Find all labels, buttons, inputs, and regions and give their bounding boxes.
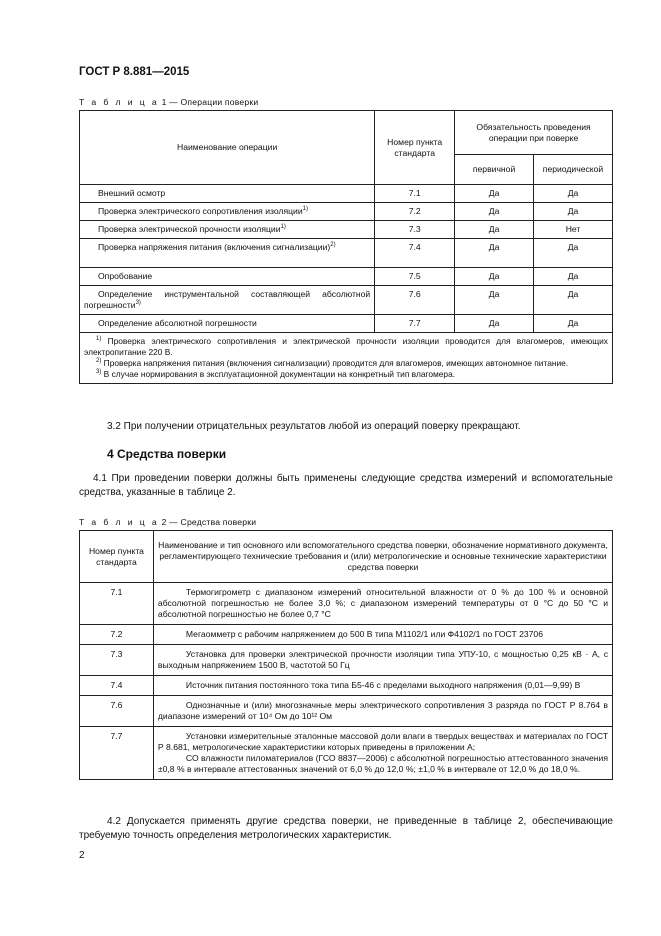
paragraph-3-2: 3.2 При получении отрицательных результатов любой из операций поверку прекращают.	[107, 421, 521, 432]
item-number-cell: 7.6	[80, 696, 154, 727]
description-line: Установка для проверки электрической прочности изоляции типа УПУ-10, с мощностью 0,25 кВ · А, с выходным напряжением 1500 В, частотой 50 Гц	[157, 649, 608, 670]
primary-cell: Да	[455, 315, 534, 333]
item-number-cell: 7.3	[80, 645, 154, 676]
description-line: Источник питания постоянного тока типа Б5-46 с пределами выходного напряжения (0,01—9,99) В	[185, 680, 581, 690]
periodic-cell: Нет	[534, 221, 613, 239]
item-number-cell: 7.4	[375, 239, 455, 268]
primary-cell: Да	[455, 221, 534, 239]
operations-table	[79, 110, 613, 384]
table2-caption-prefix: Т а б л и ц а	[79, 517, 159, 527]
item-number-cell: 7.5	[375, 268, 455, 286]
primary-cell: Да	[455, 239, 534, 268]
table1-note: $^{2)}$ Проверка напряжения питания (включения сигнализации) проводится для влагомеров, имеющих автономное питание.	[96, 358, 569, 368]
item-number-cell: 7.3	[375, 221, 455, 239]
description-cell	[153, 696, 612, 727]
description-cell	[153, 676, 612, 696]
operation-cell: Проверка напряжения питания (включения сигнализации)$^{2)}$	[80, 239, 375, 268]
table2-caption-text: 2 — Средства поверки	[161, 517, 257, 527]
operation-cell: Определение абсолютной погрешности	[80, 315, 375, 333]
paragraph-4-2: 4.2 Допускается применять другие средства поверки, не приведенные в таблице 2, обеспечивающие требуемую точность определения метрологических характеристик.	[79, 816, 613, 841]
periodic-cell: Да	[534, 239, 613, 268]
table1-notes	[80, 333, 613, 384]
page-number: 2	[79, 850, 85, 861]
item-number-cell: 7.7	[375, 315, 455, 333]
operation-cell: Проверка электрического сопротивления изоляции$^{1)}$	[80, 203, 375, 221]
description-line: Термогигрометр с диапазоном измерений относительной влажности от 0 % до 100 % и основной абсолютной погрешностью не более 3,0 %; с диапазоном измерений температуры от 0 °С до 50 °С и абсолютной погрешностью не более 0,7 °С	[157, 587, 608, 619]
table-row	[80, 185, 613, 203]
table-row	[80, 268, 613, 286]
description-line: СО влажности пиломатериалов (ГСО 8837—2006) с абсолютной погрешностью аттестованного значения ±0,8 % в интервале аттестованных значений от 6,0 % до 12,0 %; ±1,0 % в интервале от 12,0 % до 18,0 %.	[157, 753, 608, 774]
table-row	[80, 221, 613, 239]
table-row	[80, 583, 613, 625]
verification-tools-table	[79, 530, 613, 780]
description-cell	[153, 625, 612, 645]
header-obligation: Обязательность проведения операции при поверке	[455, 111, 613, 155]
item-number-cell: 7.1	[80, 583, 154, 625]
header-operation: Наименование операции	[80, 111, 375, 185]
description-cell	[153, 727, 612, 780]
table1-note: $^{1)}$ Проверка электрического сопротивления и электрической прочности изоляции проводится для влагомеров, имеющих электропитание 220 В.	[84, 336, 608, 357]
operation-cell: Проверка электрической прочности изоляции$^{1)}$	[80, 221, 375, 239]
table1-caption-prefix: Т а б л и ц а	[79, 97, 159, 107]
header-item-number: Номер пункта стандарта	[80, 531, 154, 583]
header-description: Наименование и тип основного или вспомогательного средства поверки, обозначение нормативного документа, регламентирующего технические требования и (или) метрологические и основные технические характеристики средства поверки	[153, 531, 612, 583]
periodic-cell: Да	[534, 286, 613, 315]
primary-cell: Да	[455, 286, 534, 315]
table-row	[80, 727, 613, 780]
table-row	[80, 239, 613, 268]
operation-cell: Внешний осмотр	[80, 185, 375, 203]
paragraph-4-1: 4.1 При проведении поверки должны быть применены следующие средства измерений и вспомогательные средства, указанные в таблице 2.	[79, 473, 613, 498]
operation-cell: Определение инструментальной составляющей абсолютной погрешности$^{3)}$	[80, 286, 375, 315]
section-4-heading: 4 Средства поверки	[107, 447, 227, 461]
description-line: Установки измерительные эталонные массовой доли влаги в твердых веществах и материалах по ГОСТ Р 8.681, метрологические характеристики которых приведены в приложении А;	[157, 731, 608, 752]
description-cell	[153, 645, 612, 676]
primary-cell: Да	[455, 203, 534, 221]
description-line: Мегаомметр с рабочим напряжением до 500 В типа М1102/1 или Ф4102/1 по ГОСТ 23706	[185, 629, 543, 639]
periodic-cell: Да	[534, 268, 613, 286]
table1-caption-text: 1 — Операции поверки	[161, 97, 259, 107]
header-primary: первичной	[455, 155, 534, 185]
document-header: ГОСТ Р 8.881—2015	[79, 66, 190, 78]
header-periodic: периодической	[534, 155, 613, 185]
table-row	[80, 696, 613, 727]
table1-caption	[79, 97, 258, 107]
table-row	[80, 645, 613, 676]
table-row	[80, 203, 613, 221]
primary-cell: Да	[455, 185, 534, 203]
table-row	[80, 676, 613, 696]
table-row	[80, 625, 613, 645]
periodic-cell: Да	[534, 315, 613, 333]
description-cell	[153, 583, 612, 625]
item-number-cell: 7.2	[80, 625, 154, 645]
operations-table-body	[80, 185, 613, 333]
item-number-cell: 7.1	[375, 185, 455, 203]
operation-cell: Опробование	[80, 268, 375, 286]
header-item-number: Номер пункта стандарта	[375, 111, 455, 185]
description-line: Однозначные и (или) многозначные меры электрического сопротивления 3 разряда по ГОСТ Р 8.764 в диапазоне измерений от 10⁴ Ом до 10¹² Ом	[157, 700, 608, 721]
item-number-cell: 7.7	[80, 727, 154, 780]
primary-cell: Да	[455, 268, 534, 286]
periodic-cell: Да	[534, 185, 613, 203]
item-number-cell: 7.4	[80, 676, 154, 696]
table-row	[80, 315, 613, 333]
verification-tools-table-body	[80, 583, 613, 780]
item-number-cell: 7.2	[375, 203, 455, 221]
table-row	[80, 286, 613, 315]
item-number-cell: 7.6	[375, 286, 455, 315]
table1-note: $^{3)}$ В случае нормирования в эксплуатационной документации на конкретный тип влагомера.	[96, 369, 456, 379]
periodic-cell: Да	[534, 203, 613, 221]
table2-caption	[79, 517, 256, 527]
